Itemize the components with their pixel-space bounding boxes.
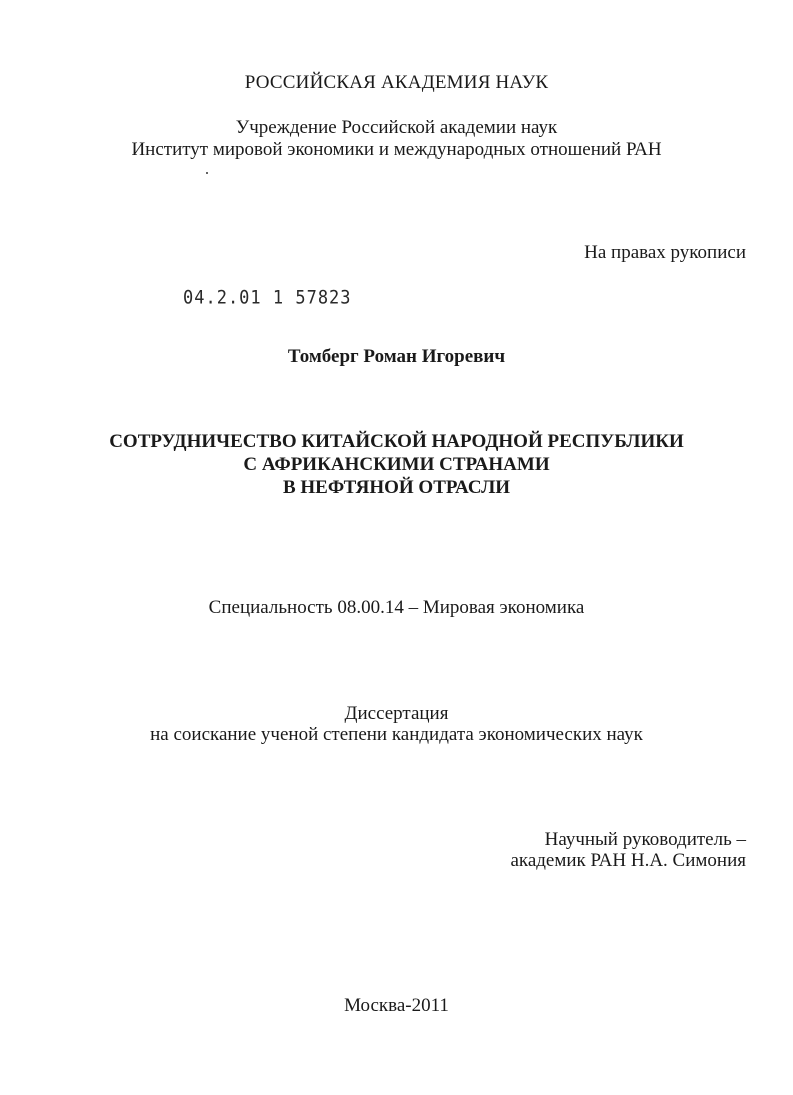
dissertation-label: Диссертация	[344, 703, 449, 724]
scan-speck	[206, 172, 208, 174]
dissertation-purpose: на соискание ученой степени кандидата экономических наук	[150, 724, 643, 745]
title-line-3: В НЕФТЯНОЙ ОТРАСЛИ	[282, 477, 511, 498]
institution-line-1: Учреждение Российской академии наук	[235, 117, 558, 138]
title-line-1: СОТРУДНИЧЕСТВО КИТАЙСКОЙ НАРОДНОЙ РЕСПУБЛИКИ	[109, 431, 684, 452]
place-year: Москва-2011	[344, 995, 449, 1016]
supervisor-label: Научный руководитель –	[544, 829, 746, 850]
rights-note: На правах рукописи	[584, 242, 746, 263]
library-stamp-number: 04.2.01 1 57823	[183, 287, 352, 309]
title-line-2: С АФРИКАНСКИМИ СТРАНАМИ	[243, 454, 550, 475]
supervisor-name: академик РАН Н.А. Симония	[510, 850, 746, 871]
institution-line-2: Институт мировой экономики и международных отношений РАН	[131, 139, 662, 160]
author-name: Томберг Роман Игоревич	[287, 346, 506, 367]
academy-name: РОССИЙСКАЯ АКАДЕМИЯ НАУК	[244, 72, 549, 93]
specialty: Специальность 08.00.14 – Мировая экономика	[208, 597, 585, 618]
